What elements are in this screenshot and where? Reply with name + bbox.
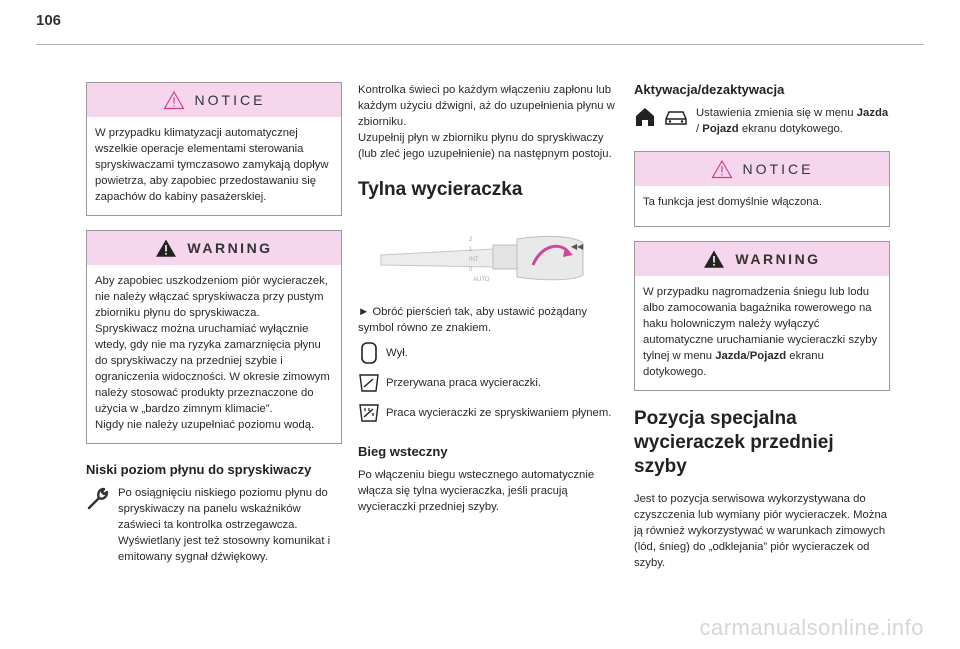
intro-text-1: Kontrolka świeci po każdym włączeniu zapłonu lub każdym użyciu dźwigni, aż do uzupełnienia płynu w zbiorniku. [358, 84, 615, 128]
notice-text-2: Ta funkcja jest domyślnie włączona. [643, 196, 822, 208]
svg-text:AUTO: AUTO [473, 277, 490, 283]
warning-text-1: Aby zapobiec uszkodzeniom piór wycieraczek, nie należy włączać spryskiwacza przy pustym zbiorniku płynu do spryskiwacza. [95, 275, 328, 319]
warning-header-2 [635, 242, 889, 276]
warning-label: WARNING [187, 240, 273, 256]
wiper-option-intermittent-text: Przerywana praca wycieraczki. [386, 377, 542, 389]
warning-text-4: W przypadku nagromadzenia śniegu lub lodu albo zamocowania bagażnika rowerowego na haku holowniczym należy wyłączyć automatyczne uruchamianie wycieraczki szyby tylnej w menu Jazda/Pojazd ekranu dotykowego. [643, 286, 878, 378]
special-position-title: Pozycja specjalna wycieraczek przedniej szyby [634, 408, 834, 477]
menu-pojazd: Pojazd [702, 123, 739, 135]
notice-triangle-icon [163, 90, 185, 110]
notice-label-2: NOTICE [742, 161, 814, 177]
activation-title: Aktywacja/dezaktywacja [634, 82, 785, 97]
notice-text: W przypadku klimatyzacji automatycznej wszelkie operacje elementami sterowania spryskiwaczami tymczasowo zamykają dopływ powietrza, aby zapobiec przedostawaniu się zapachów do kabiny pasażerskiej. [95, 127, 329, 203]
svg-text:2: 2 [469, 237, 473, 243]
activation-text: Ustawienia zmienia się w menu Jazda / Pojazd ekranu dotykowego. [696, 107, 889, 135]
wiper-option-washer [358, 400, 618, 426]
svg-text:INT: INT [469, 257, 479, 263]
wiper-intermittent-icon [358, 370, 380, 396]
warning-text-3: Nigdy nie należy uzupełniać poziomu wodą. [95, 419, 315, 431]
home-icon [634, 105, 656, 129]
low-fluid-section [86, 485, 342, 565]
warning-text-2: Spryskiwacz można uruchamiać wyłącznie wtedy, gdy nie ma ryzyka zamarznięcia płynu do spryskiwaczy na przedniej szybie i ograniczenia widoczności. W okresie zimowym należy stosować produkty przeznaczone do użycia w „bardzo zimnym klimacie”. [95, 323, 330, 415]
svg-text:0: 0 [469, 267, 473, 273]
top-rule [36, 44, 924, 45]
notice-triangle-icon [711, 159, 733, 179]
column-right [634, 82, 890, 571]
notice-label: NOTICE [194, 92, 266, 108]
wiper-off-icon [358, 340, 380, 366]
svg-text:1: 1 [469, 247, 473, 253]
reverse-gear-title: Bieg wsteczny [358, 444, 448, 459]
wiper-washer-icon [358, 400, 380, 426]
car-icon [662, 105, 690, 129]
menu-jazda: Jazda [856, 107, 889, 119]
warning-label-2: WARNING [735, 251, 821, 267]
special-position-text: Jest to pozycja serwisowa wykorzystywana do czyszczenia lub wymiany piór wycieraczek. Można ją również wykorzystywać w warunkach zimowych (lód, śnieg) do „odklejania” piór wycieraczek od szyby. [634, 493, 888, 569]
rear-wiper-instruction: ► Obróć pierścień tak, aby ustawić pożądany symbol równo ze znakiem. [358, 306, 588, 334]
notice-box-2 [634, 151, 890, 227]
wrench-icon [86, 485, 112, 511]
column-middle [358, 82, 618, 515]
wiper-option-intermittent [358, 370, 618, 396]
column-left [86, 82, 342, 565]
wiper-option-washer-text: Praca wycieraczki ze spryskiwaniem płynem. [386, 407, 612, 419]
warning-triangle-icon [703, 249, 725, 269]
reverse-gear-text: Po włączeniu biegu wstecznego automatycznie włącza się tylna wycieraczka, jeśli pracują wycieraczki przedniej szyby. [358, 469, 595, 513]
watermark: carmanualsonline.info [699, 615, 924, 640]
low-fluid-text: Po osiągnięciu niskiego poziomu płynu do spryskiwaczy na panelu wskaźników zaświeci ta kontrolka ostrzegawcza. Wyświetlany jest też stosowny komunikat i emitowany sygnał dźwiękowy. [118, 487, 331, 563]
wiper-option-off-text: Wył. [386, 347, 408, 359]
wiper-stalk-illustration [358, 214, 618, 296]
menu-jazda: Jazda [715, 350, 747, 362]
warning-header [87, 231, 341, 265]
warning-box [86, 230, 342, 444]
menu-pojazd: Pojazd [749, 350, 787, 362]
intro-text-2: Uzupełnij płyn w zbiorniku płynu do spryskiwaczy (lub zleć jego uzupełnienie) na następnym postoju. [358, 132, 612, 160]
rear-wiper-title: Tylna wycieraczka [358, 179, 523, 200]
wiper-stalk-icon [373, 215, 603, 295]
activation-section [634, 105, 890, 137]
notice-box [86, 82, 342, 216]
warning-triangle-icon [155, 238, 177, 258]
page-number: 106 [36, 12, 62, 29]
notice-header [87, 83, 341, 117]
notice-header-2 [635, 152, 889, 186]
low-fluid-title: Niski poziom płynu do spryskiwaczy [86, 462, 312, 477]
wiper-option-off [358, 340, 618, 366]
warning-box-2 [634, 241, 890, 391]
svg-text:◀◀: ◀◀ [571, 242, 584, 251]
